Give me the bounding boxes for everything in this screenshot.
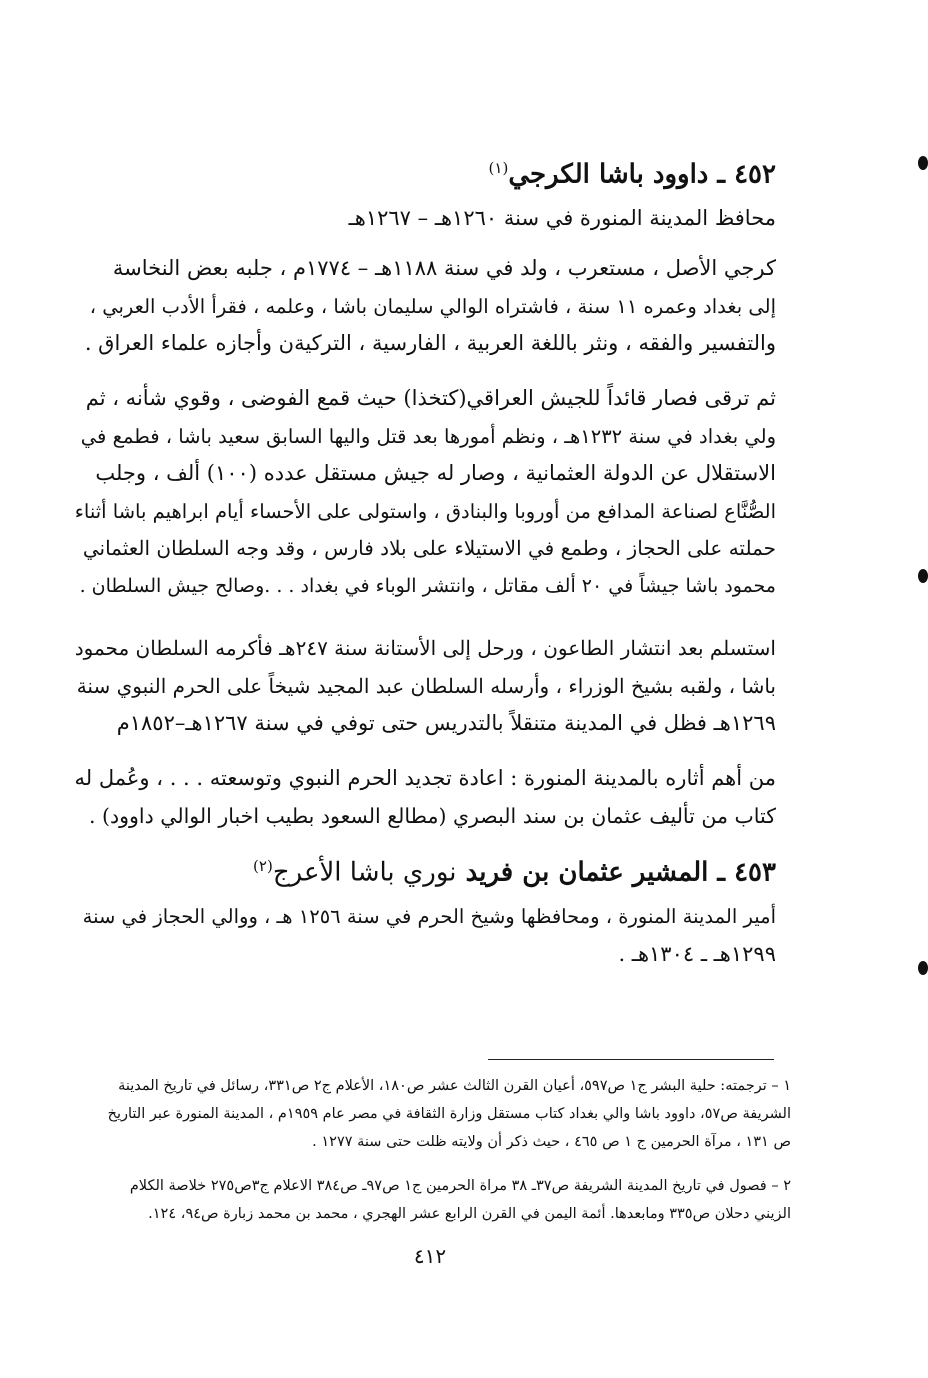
page-number: ٤١٢ xyxy=(413,1244,447,1268)
entry-452-paragraph-4 xyxy=(76,760,776,835)
entry-453-heading xyxy=(76,848,776,891)
paragraph-line: ثم ترقى فصار قائداً للجيش العراقي(كتخذا) حيث قمع الفوضى ، وقوي شأنه ، ثم xyxy=(85,386,776,410)
binding-hole-dot xyxy=(918,569,928,583)
entry-452-subtitle: محافظ المدينة المنورة في سنة ١٢٦٠هـ – ١٢٦٧هـ xyxy=(348,206,776,230)
footnote-line: ٢ – فصول في تاريخ المدينة الشريفة ص٣٧ـ ٣٨ مراة الحرمين ج١ ص٩٧ـ ص٣٨٤ الاعلام ج٣ص٢٧٥ خلاصة الكلام xyxy=(129,1178,791,1194)
paragraph-line: استسلم بعد انتشار الطاعون ، ورحل إلى الأستانة سنة ٢٤٧هـ فأكرمه السلطان محمود xyxy=(74,636,776,660)
paragraph-line: ١٢٩٩هـ ـ ١٣٠٤هـ . xyxy=(618,941,776,966)
paragraph-line: ١٢٦٩هـ فظل في المدينة متنقلاً بالتدريس حتى توفي في سنة ١٢٦٧هـ–١٨٥٢م xyxy=(116,711,776,735)
entry-453-title-bold: ٤٥٣ ـ المشير عثمان بن فريد xyxy=(465,857,776,888)
footnote-line: ١ – ترجمته: حلية البشر ج١ ص٥٩٧، أعيان القرن الثالث عشر ص١٨٠، الأعلام ج٢ ص٣٣١، رسائل في تاريخ المدينة xyxy=(118,1078,791,1094)
paragraph-line: محمود باشا جيشاً في ٢٠ ألف مقاتل ، وانتشر الوباء في بغداد . . .وصالح جيش السلطان . xyxy=(79,574,776,597)
footnote-line: الزيني دحلان ص٣٣٥ ومابعدها. أئمة اليمن في القرن الرابع عشر الهجري ، محمد بن محمد زبارة ص٩٤، ١٢٤. xyxy=(148,1206,791,1222)
entry-452-title: ٤٥٢ ـ داوود باشا الكرجي xyxy=(508,159,776,190)
footnote-separator xyxy=(488,1059,774,1060)
binding-hole-dot xyxy=(918,961,928,975)
paragraph-line: باشا ، ولقبه بشيخ الوزراء ، وأرسله السلطان عبد المجيد شيخاً على الحرم النبوي سنة xyxy=(76,673,776,698)
footnote-2 xyxy=(76,1172,791,1228)
entry-453-title-normal: نوري باشا الأعرج xyxy=(272,857,457,888)
entry-453-paragraph xyxy=(76,898,776,973)
paragraph-line: كتاب من تأليف عثمان بن سند البصري (مطالع السعود بطيب اخبار الوالي داوود) . xyxy=(88,803,776,828)
footnote-1 xyxy=(76,1072,791,1156)
paragraph-line: حملته على الحجاز ، وطمع في الاستيلاء على بلاد فارس ، وقد وجه السلطان العثماني xyxy=(82,536,776,560)
entry-452-paragraph-1 xyxy=(76,250,776,363)
footnote-ref-2: (٢) xyxy=(253,857,273,875)
paragraph-line: أمير المدينة المنورة ، ومحافظها وشيخ الحرم في سنة ١٢٥٦ هـ ، ووالي الحجاز في سنة xyxy=(82,905,776,928)
footnote-ref-1: (١) xyxy=(488,159,509,177)
binding-hole-dot xyxy=(918,156,928,170)
paragraph-line: إلى بغداد وعمره ١١ سنة ، فاشتراه الوالي سليمان باشا ، وعلمه ، فقرأ الأدب العربي ، xyxy=(89,294,776,318)
entry-452-paragraph-2 xyxy=(76,380,776,605)
paragraph-line: الاستقلال عن الدولة العثمانية ، وصار له جيش مستقل عدده (١٠٠) ألف ، وجلب xyxy=(95,461,776,485)
paragraph-line: الصُّنَّاع لصناعة المدافع من أوروبا والبنادق ، واستولى على الأحساء أيام ابراهيم باشا أثناء xyxy=(74,499,776,523)
footnote-line: الشريفة ص٥٧، داوود باشا والي بغداد كتاب مستقل وزارة الثقافة في مصر عام ١٩٥٩م ، المدينة المنورة عبر التاريخ xyxy=(107,1106,791,1122)
entry-452-heading xyxy=(76,150,776,193)
entry-452-paragraph-3 xyxy=(76,630,776,743)
footnote-line: ص ١٣١ ، مرآة الحرمين ج ١ ص ٤٦٥ ، حيث ذكر أن ولايته ظلت حتى سنة ١٢٧٧ . xyxy=(312,1134,791,1150)
paragraph-line: والتفسير والفقه ، ونثر باللغة العربية ، الفارسية ، التركيةن وأجازه علماء العراق . xyxy=(84,331,776,355)
paragraph-line: من أهم أثاره بالمدينة المنورة : اعادة تجديد الحرم النبوي وتوسعته . . . ، وعُمل له xyxy=(74,766,776,790)
paragraph-line: كرجي الأصل ، مستعرب ، ولد في سنة ١١٨٨هـ – ١٧٧٤م ، جلبه بعض النخاسة xyxy=(112,256,776,280)
paragraph-line: ولي بغداد في سنة ١٢٣٢هـ ، ونظم أمورها بعد قتل واليها السابق سعيد باشا ، فطمع في xyxy=(80,424,776,448)
